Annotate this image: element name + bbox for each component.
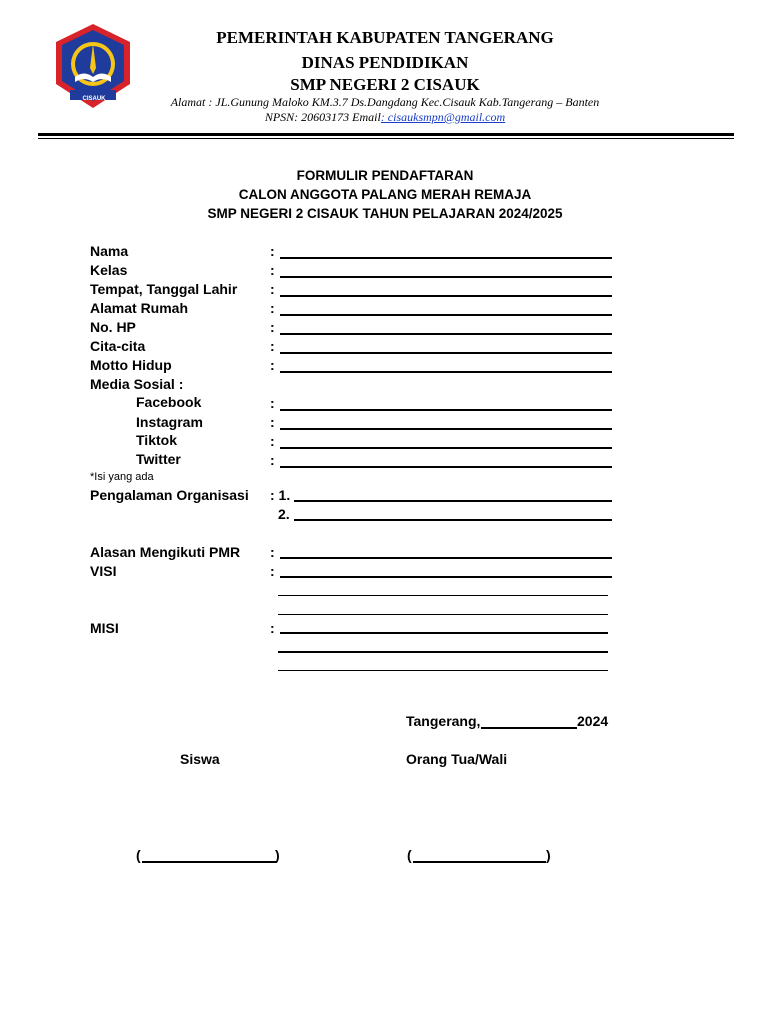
logo-text-bottom: CISAUK bbox=[82, 96, 106, 102]
colon: : bbox=[270, 433, 275, 449]
ortu-paren-open: ( bbox=[407, 847, 412, 863]
input-line-hp[interactable] bbox=[280, 333, 612, 335]
input-line-ttl[interactable] bbox=[280, 295, 612, 297]
input-line-misi-2[interactable] bbox=[278, 651, 608, 653]
input-line-twitter[interactable] bbox=[280, 466, 612, 468]
ortu-signature-line[interactable] bbox=[413, 861, 546, 863]
colon: : bbox=[270, 452, 275, 468]
label-tiktok: Tiktok bbox=[136, 432, 177, 448]
colon: : bbox=[270, 563, 275, 579]
label-alasan: Alasan Mengikuti PMR bbox=[90, 544, 241, 560]
label-motto: Motto Hidup bbox=[90, 357, 172, 373]
place-label: Tangerang, bbox=[406, 713, 481, 729]
label-misi: MISI bbox=[90, 620, 119, 636]
label-ortu: Orang Tua/Wali bbox=[406, 751, 508, 767]
label-instagram: Instagram bbox=[136, 414, 203, 430]
header-government: PEMERINTAH KABUPATEN TANGERANG bbox=[216, 28, 554, 47]
form-title-1: FORMULIR PENDAFTARAN bbox=[296, 168, 474, 183]
input-line-instagram[interactable] bbox=[280, 428, 612, 430]
input-line-misi-3[interactable] bbox=[278, 670, 608, 671]
input-line-tiktok[interactable] bbox=[280, 447, 612, 449]
label-kelas: Kelas bbox=[90, 262, 128, 278]
header-rule-thick bbox=[38, 133, 734, 136]
org-number-1: : 1. bbox=[270, 487, 291, 503]
header-rule-thin bbox=[38, 138, 734, 139]
colon: : bbox=[270, 338, 275, 354]
email-link[interactable]: : cisauksmpn@gmail.com bbox=[380, 110, 506, 124]
label-nama: Nama bbox=[90, 243, 129, 259]
input-line-visi-1[interactable] bbox=[280, 576, 612, 578]
label-cita: Cita-cita bbox=[90, 338, 146, 354]
colon: : bbox=[270, 620, 275, 636]
label-facebook: Facebook bbox=[136, 394, 202, 410]
label-medsos: Media Sosial : bbox=[90, 376, 184, 392]
header-address: Alamat : JL.Gunung Maloko KM.3.7 Ds.Dangdang Kec.Cisauk Kab.Tangerang – Banten bbox=[170, 95, 600, 109]
label-siswa: Siswa bbox=[180, 751, 220, 767]
input-line-motto[interactable] bbox=[280, 371, 612, 373]
siswa-paren-close: ) bbox=[275, 847, 280, 863]
input-line-cita[interactable] bbox=[280, 352, 612, 354]
colon: : bbox=[270, 414, 275, 430]
ortu-paren-close: ) bbox=[546, 847, 551, 863]
input-line-facebook[interactable] bbox=[280, 409, 612, 411]
label-hp: No. HP bbox=[90, 319, 136, 335]
input-line-alasan[interactable] bbox=[280, 557, 612, 559]
year-label: 2024 bbox=[577, 713, 609, 729]
colon: : bbox=[270, 357, 275, 373]
org-number-2: 2. bbox=[278, 506, 290, 522]
colon: : bbox=[270, 243, 275, 259]
colon: : bbox=[270, 262, 275, 278]
colon: : bbox=[270, 319, 275, 335]
label-alamat: Alamat Rumah bbox=[90, 300, 189, 316]
colon: : bbox=[270, 300, 275, 316]
siswa-signature-line[interactable] bbox=[142, 861, 276, 863]
note-text: *Isi yang ada bbox=[90, 471, 154, 483]
label-twitter: Twitter bbox=[136, 451, 181, 467]
label-ttl: Tempat, Tanggal Lahir bbox=[90, 281, 238, 297]
colon: : bbox=[270, 395, 275, 411]
form-title-3: SMP NEGERI 2 CISAUK TAHUN PELAJARAN 2024/2025 bbox=[207, 206, 563, 221]
input-line-visi-3[interactable] bbox=[278, 614, 608, 615]
input-line-org-1[interactable] bbox=[294, 500, 612, 502]
input-line-alamat[interactable] bbox=[280, 314, 612, 316]
input-line-org-2[interactable] bbox=[294, 519, 612, 521]
npsn-text: NPSN: 20603173 Email bbox=[264, 110, 381, 124]
date-line[interactable] bbox=[481, 727, 577, 729]
input-line-kelas[interactable] bbox=[280, 276, 612, 278]
header-contact bbox=[100, 110, 670, 125]
siswa-paren-open: ( bbox=[136, 847, 141, 863]
input-line-nama[interactable] bbox=[280, 257, 612, 259]
input-line-visi-2[interactable] bbox=[278, 595, 608, 596]
header-department: DINAS PENDIDIKAN bbox=[301, 53, 469, 72]
label-visi: VISI bbox=[90, 563, 117, 579]
colon: : bbox=[270, 281, 275, 297]
header-school: SMP NEGERI 2 CISAUK bbox=[290, 75, 480, 94]
form-title-2: CALON ANGGOTA PALANG MERAH REMAJA bbox=[238, 187, 532, 202]
colon: : bbox=[270, 544, 275, 560]
label-organisasi: Pengalaman Organisasi bbox=[90, 487, 249, 503]
input-line-misi-1[interactable] bbox=[280, 632, 608, 634]
